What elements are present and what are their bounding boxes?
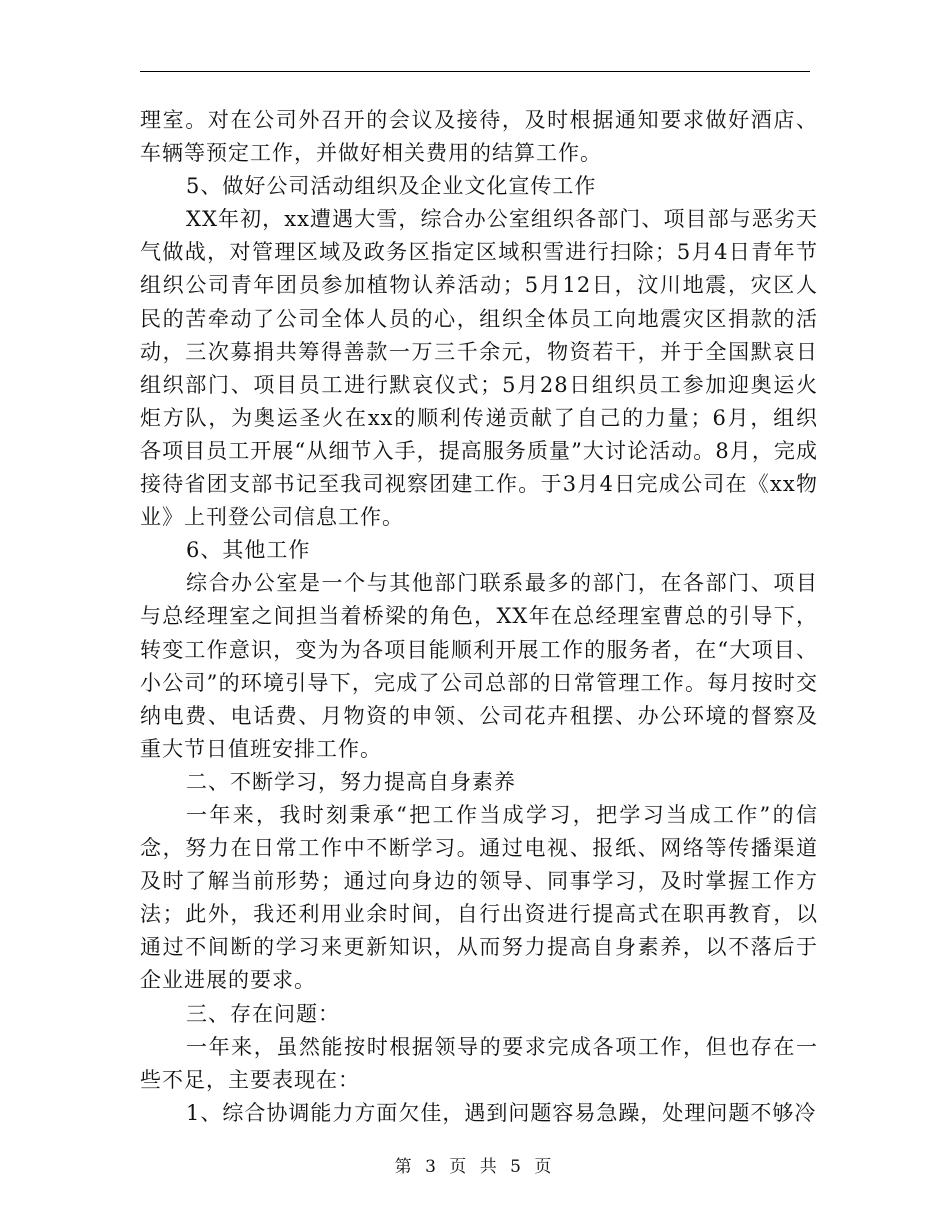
page-number-footer: 第 3 页 共 5 页: [394, 1157, 556, 1177]
paragraph: 理室。对在公司外召开的会议及接待，及时根据通知要求做好酒店、车辆等预定工作，并做好相关费用的结算工作。: [140, 108, 818, 166]
paragraph: 1、综合协调能力方面欠佳，遇到问题容易急躁，处理问题不够冷: [186, 1100, 817, 1125]
section-heading: 三、存在问题：: [186, 1001, 340, 1026]
section-heading: 二、不断学习，努力提高自身素养: [186, 769, 516, 794]
paragraph: 综合办公室是一个与其他部门联系最多的部门，在各部门、项目与总经理室之间担当着桥梁的角色，XX年在总经理室曹总的引导下，转变工作意识，变为为各项目能顺利开展工作的服务者，在“大项目、小公司”的环境引导下，完成了公司总部的日常管理工作。每月按时交纳电费、电话费、月物资的申领、公司花卉租摆、办公环境的督察及重大节日值班安排工作。: [140, 571, 818, 761]
section-heading: 5、做好公司活动组织及企业文化宣传工作: [186, 174, 597, 199]
section-heading: 6、其他工作: [186, 538, 311, 563]
document-body: [140, 104, 818, 1130]
paragraph: XX年初，xx遭遇大雪，综合办公室组织各部门、项目部与恶劣天气做战，对管理区域及政务区指定区域积雪进行扫除；5月4日青年节组织公司青年团员参加植物认养活动；5月12日，汶川地震，灾区人民的苦牵动了公司全体人员的心，组织全体员工向地震灾区捐款的活动，三次募捐共筹得善款一万三千余元，物资若干，并于全国默哀日组织部门、项目员工进行默哀仪式；5月28日组织员工参加迎奥运火炬方队，为奥运圣火在xx的顺利传递贡献了自己的力量；6月，组织各项目员工开展“从细节入手，提高服务质量”大讨论活动。8月，完成接待省团支部书记至我司视察团建工作。于3月4日完成公司在《xx物业》上刊登公司信息工作。: [140, 207, 818, 530]
paragraph: 一年来，我时刻秉承“把工作当成学习，把学习当成工作”的信念，努力在日常工作中不断学习。通过电视、报纸、网络等传播渠道及时了解当前形势；通过向身边的领导、同事学习，及时掌握工作方法；此外，我还利用业余时间，自行出资进行提高式在职再教育，以通过不间断的学习来更新知识，从而努力提高自身素养，以不落后于企业进展的要求。: [140, 802, 818, 993]
header-rule: [140, 71, 810, 72]
paragraph: 一年来，虽然能按时根据领导的要求完成各项工作，但也存在一些不足，主要表现在：: [140, 1034, 818, 1092]
